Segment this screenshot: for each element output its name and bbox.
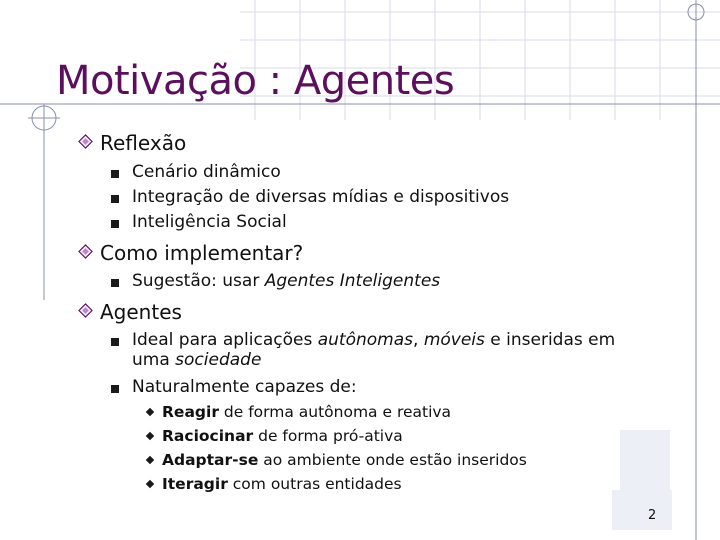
item-text: , (413, 330, 424, 350)
item-bold-text: Adaptar-se (162, 451, 259, 469)
item-text: de forma pró-ativa (253, 427, 403, 445)
item-italic-text: autônomas (317, 330, 413, 350)
list-item (132, 271, 440, 291)
list-item: Integração de diversas mídias e dispositivos (132, 187, 510, 207)
square-bullet-icon (111, 195, 119, 203)
page-number: 2 (648, 508, 657, 523)
item-text: Ideal para aplicações (132, 330, 318, 350)
item-bold-text: Raciocinar (162, 427, 254, 445)
sub-list-item (162, 427, 403, 445)
item-text: de forma autônoma e reativa (218, 403, 452, 421)
sub-list-item (162, 451, 527, 469)
square-bullet-icon (111, 279, 119, 287)
square-bullet-icon (111, 220, 119, 228)
section-heading-reflexao: Reflexão (100, 131, 187, 155)
item-text: uma (132, 350, 176, 370)
section-heading-como-implementar: Como implementar? (100, 241, 304, 265)
section-heading-agentes: Agentes (100, 300, 182, 324)
sub-list-item (162, 475, 402, 493)
item-bold-text: Reagir (162, 403, 219, 421)
bullet-icon (78, 303, 93, 318)
item-text: Sugestão: usar (132, 271, 265, 291)
square-bullet-icon (111, 170, 119, 178)
list-item: Cenário dinâmico (132, 162, 281, 182)
item-text: ao ambiente onde estão inseridos (258, 451, 527, 469)
sub-list-item (162, 403, 451, 421)
item-italic-text: móveis (423, 330, 485, 350)
item-italic-text: Agentes Inteligentes (264, 271, 441, 291)
bullet-icon (78, 134, 93, 149)
bullet-icon (78, 244, 93, 259)
list-item-continuation (132, 350, 261, 370)
list-item (132, 330, 615, 350)
slide-title: Motivação : Agentes (56, 58, 455, 104)
square-bullet-icon (111, 385, 119, 393)
item-text: com outras entidades (227, 475, 402, 493)
square-bullet-icon (111, 338, 119, 346)
list-item: Naturalmente capazes de: (132, 377, 357, 397)
item-italic-text: sociedade (175, 350, 262, 370)
list-item: Inteligência Social (132, 212, 287, 232)
item-bold-text: Iteragir (162, 475, 228, 493)
item-text: e inseridas em (484, 330, 616, 350)
